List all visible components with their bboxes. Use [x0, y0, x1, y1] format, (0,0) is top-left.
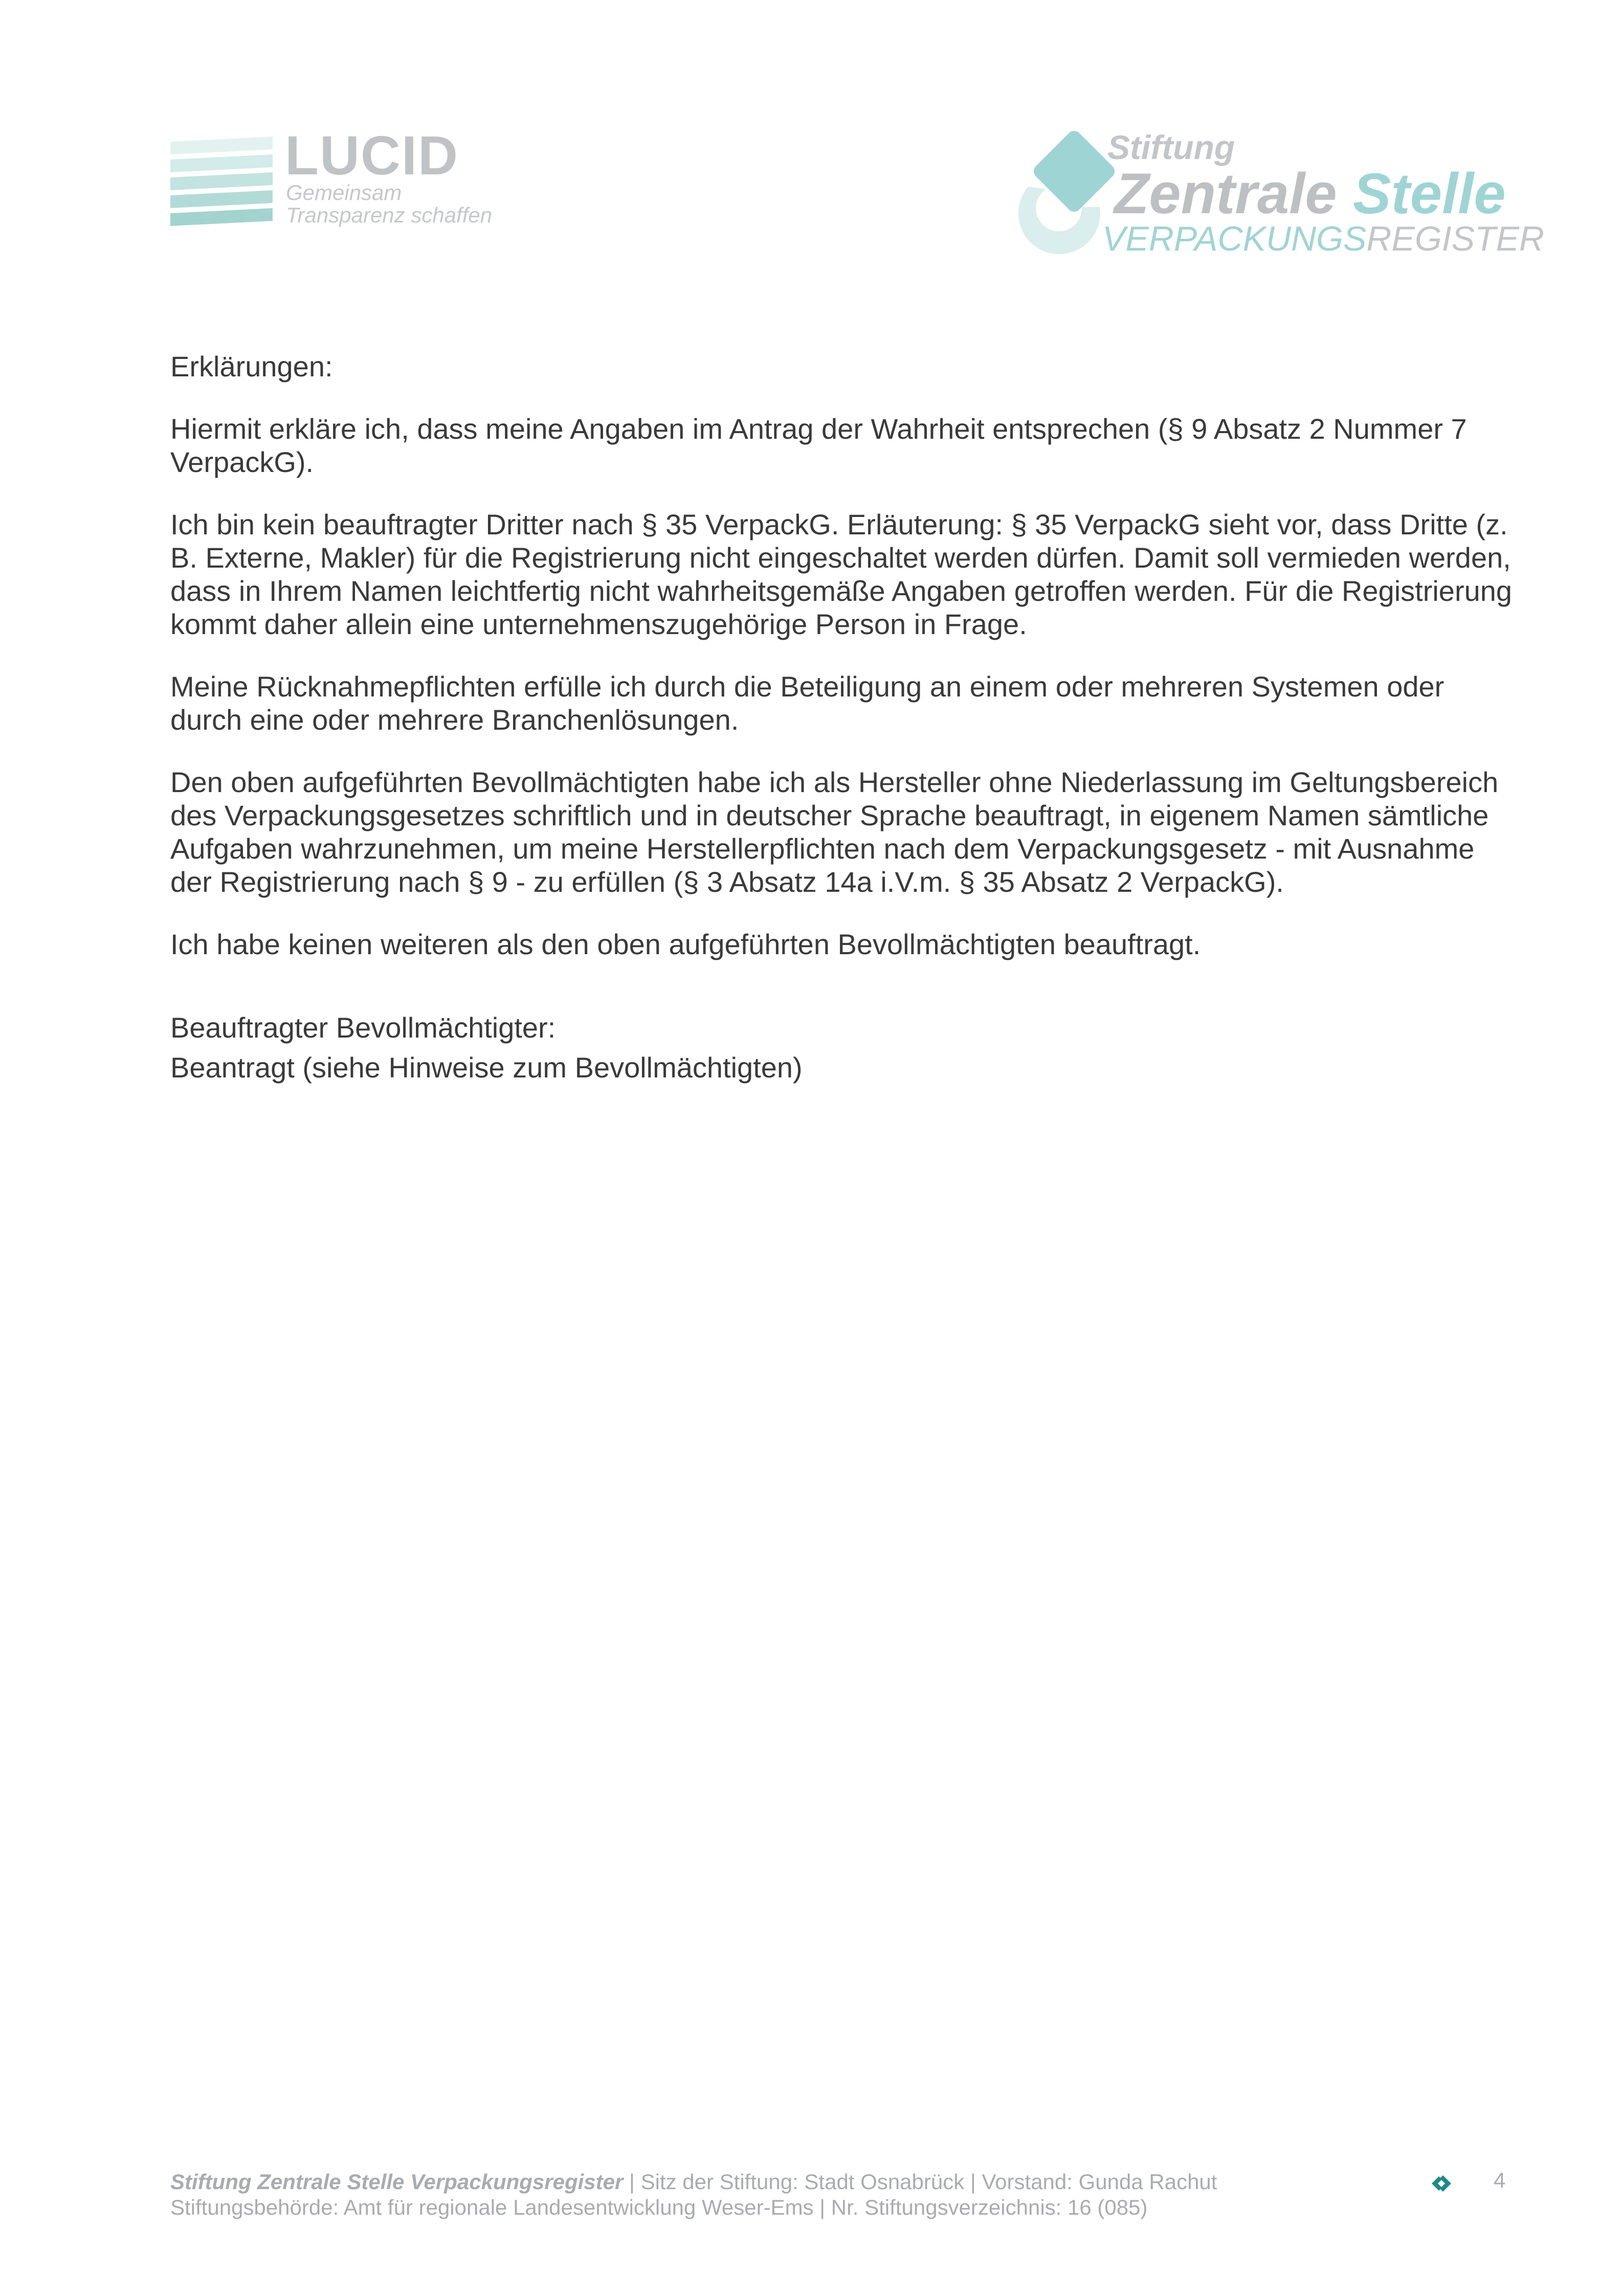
zsvr-logo-verpackungs: VERPACKUNGS: [1102, 219, 1367, 258]
zsvr-logo-line1: Stiftung: [1107, 128, 1235, 166]
declaration-paragraph-take-back: Meine Rücknahmepflichten erfülle ich durch die Beteiligung an einem oder mehreren Systemen oder durch eine oder mehrere Branchenlösungen.: [170, 670, 1444, 736]
zsvr-emblem-icon: [997, 130, 1120, 258]
declaration-paragraph-no-third-party: Ich bin kein beauftragter Dritter nach § 35 VerpackG. Erläuterung: § 35 VerpackG sieht vor, dass Dritte (z. B. Externe, Makler) für die Registrierung nicht eingeschaltet werden dürfen. Damit soll vermieden werden, dass in Ihrem Namen leichtfertig nicht wahrheitsgemäße Angaben getroffen werden. Für die Registrierung kommt daher allein eine unternehmenszugehörige Person in Frage.: [170, 508, 1513, 640]
page-footer: [170, 2169, 1551, 2220]
footer-line-2: Stiftungsbehörde: Amt für regionale Landesentwicklung Weser-Ems | Nr. Stiftungsverzeichnis: 16 (085): [170, 2195, 1148, 2219]
lucid-logo-title: LUCID: [285, 124, 459, 186]
zsvr-logo-line3: [1102, 221, 1544, 256]
footer-foundation-name: Stiftung Zentrale Stelle Verpackungsregister: [170, 2170, 624, 2194]
declaration-paragraph-authorized-rep: Den oben aufgeführten Bevollmächtigten habe ich als Hersteller ohne Niederlassung im Geltungsbereich des Verpackungsgesetzes schriftlich und in deutscher Sprache beauftragt, in eigenem Namen sämtliche Aufgaben wahrzunehmen, um meine Herstellerpflichten nach dem Verpackungsgesetz - mit Ausnahme der Registrierung nach § 9 - zu erfüllen (§ 3 Absatz 14a i.V.m. § 35 Absatz 2 VerpackG).: [170, 766, 1499, 898]
declarations-section: [170, 350, 1521, 1084]
lucid-layers-icon: [170, 134, 273, 236]
lucid-logo-tagline-1: Gemeinsam: [286, 181, 402, 205]
zsvr-logo: [997, 128, 1545, 263]
zsvr-logo-stelle: Stelle: [1352, 162, 1506, 226]
declaration-paragraph-no-other-rep: Ich habe keinen weiteren als den oben aufgeführten Bevollmächtigten beauftragt.: [170, 928, 1201, 960]
zsvr-logo-line2: [1114, 162, 1506, 226]
lucid-logo-tagline-2: Transparenz schaffen: [286, 203, 493, 227]
footer-line-1: [170, 2169, 1551, 2195]
lucid-logo: [170, 124, 508, 240]
zsvr-logo-zentrale: Zentrale: [1114, 162, 1337, 226]
authorized-representative-value: Beantragt (siehe Hinweise zum Bevollmächtigten): [170, 1051, 803, 1084]
declaration-paragraph-truthfulness: Hiermit erkläre ich, dass meine Angaben im Antrag der Wahrheit entsprechen (§ 9 Absatz 2 Nummer 7 VerpackG).: [170, 413, 1467, 478]
authorized-representative-label: Beauftragter Bevollmächtigter:: [170, 1011, 556, 1044]
zsvr-logo-register: REGISTER: [1366, 219, 1545, 258]
footer-line-1-details: | Sitz der Stiftung: Stadt Osnabrück | Vorstand: Gunda Rachut: [623, 2170, 1217, 2194]
page-number: 4: [1494, 2168, 1506, 2192]
double-chevron-right-icon[interactable]: [1430, 2172, 1452, 2195]
declarations-heading: Erklärungen:: [170, 350, 333, 382]
